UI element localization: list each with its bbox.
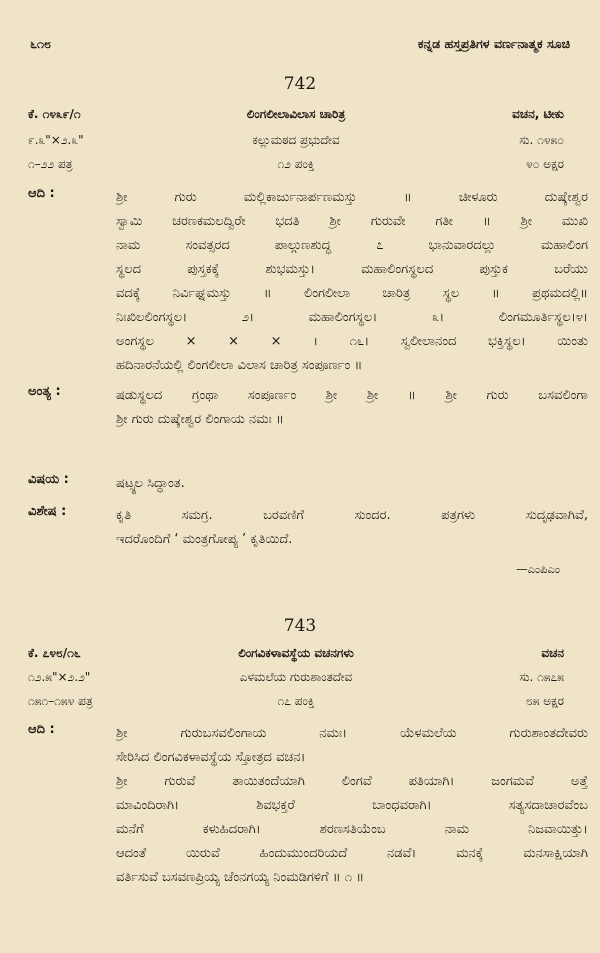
text-line: ನಾಮ ಸಂವತ್ಸರದ ಪಾಲ್ಗುಣಶುದ್ಧ ೭ ಭಾನುವಾರದಲ್ಲು ಮಹಾಲಿಂಗ [116,238,588,253]
text-line: ಕೃತಿ ಸಮಗ್ರ. ಬರವಣಿಗೆ ಸುಂದರ. ಪತ್ರಗಳು ಸುದೃಢವಾಗಿವೆ, [116,508,588,523]
book-title: ಕನ್ನಡ ಹಸ್ತಪ್ರತಿಗಳ ವರ್ಣನಾತ್ಮಕ ಸೂಚಿ [417,36,570,51]
text-line: ಮನೆಗೆ ಕಳುಹಿದರಾಗಿ। ಶರಣಸತಿಯೆಂಬ ನಾಮ ನಿಜವಾಯಿತ್ತು। [116,822,588,837]
text-line: ಮಾವಿಂದಿರಾಗಿ। ಶಿವಭಕ್ತರೆ ಬಾಂಧವರಾಗಿ। ಸತ್ಯಸದಾಚಾರವೆಂಬ [116,798,588,813]
letters-per-line: ೪೦ ಅಕ್ಷರ [525,157,564,171]
cataloguer-signature: —ಎಂಪಿಎಂ [516,562,560,576]
meta-row [28,646,564,664]
meta-row [28,157,564,175]
field-label: ಅಂತ್ಯ : [28,384,61,399]
lines-per-page: ೧೨ ಪಂಕ್ತಿ [277,157,315,171]
text-line: ಅಂಗಸ್ಥಲ × × × । ೧೬। ಸ್ವಲೀಲಾನಂದ ಭಕ್ತಿಸ್ಥಲ। ಯಿಂತು [116,334,588,349]
author: ಎಳಮಲೆಯ ಗುರುಶಾಂತದೇವ [239,670,353,684]
lines-per-page: ೧೭ ಪಂಕ್ತಿ [277,694,315,708]
text-line: ಷಡುಸ್ಥಲದ ಗ್ರಂಥಾ ಸಂಪೂರ್ಣಂ ಶ್ರೀ ಶ್ರೀ ॥ ಶ್ರೀ ಗುರು ಬಸವಲಿಂಗಾ [116,388,588,403]
entry-number: 743 [283,616,317,636]
field-label: ಆದಿ : [28,186,55,201]
text-line: ಶ್ರೀ ಗುರು ದುಷ್ಕೇಶ್ವರ ಲಿಂಗಾಯ ನಮಃ ॥ [116,412,284,427]
work-title: ಲಿಂಗವಿಕಳಾವಸ್ಥೆಯ ವಚನಗಳು [238,646,354,660]
field-text [116,384,588,432]
dimensions: ೧೨.೫"×೨.೨" [28,670,91,684]
genre: ವಚನ, ಟೀಕು [512,107,564,121]
text-line: ಶ್ರೀ ಗುರುಬಸವಲಿಂಗಾಯ ನಮಃ। ಯೆಳಮಲೆಯ ಗುರುಶಾಂತದೇವರು [116,726,588,741]
dimensions: ೯.೩"×೨.೩" [28,133,84,147]
text-line: ಸ್ವಾಮಿ ಚರಣಕಮಲದ್ವಿರೇ ಭದತಿ ಶ್ರೀ ಗುರುವೇ ಗತೀ ॥ ಶ್ರೀ ಮುಖಿ [116,214,588,229]
running-head [30,36,570,54]
field-text [116,722,588,890]
folios: ೧೫೧–೧೫೪ ಪತ್ರ [28,694,93,708]
meta-row [28,694,564,712]
text-line: ಷಟ್ಸ್ಥಲ ಸಿದ್ಧಾಂತ. [116,476,185,491]
meta-row [28,670,564,688]
date: ಸು. ೧೫೭೫ [519,670,564,684]
text-line: ಶ್ರೀ ಗುರು ಮಲ್ಲಿಕಾರ್ಜುನಾರ್ಪಣಮಸ್ತು ॥ ಚೀಳೂರು ದುಷ್ಕೇಶ್ವರ [116,190,588,205]
catalogue-number: ಕೆ. ೭೪೮/೧೬ [28,646,81,660]
letters-per-line: ೮೫ ಅಕ್ಷರ [525,694,564,708]
text-line: ನಿಃಖಿಲಲಿಂಗಸ್ಥಲ। ೨। ಮಹಾಲಿಂಗಸ್ಥಲ। ೩। ಲಿಂಗಮೂರ್ತಿಸ್ಥಲ।೪। [116,310,588,325]
date: ಸು. ೧೪೫೦ [519,133,564,147]
meta-row [28,107,564,125]
text-line: ಹದಿನಾರನೆಯಲ್ಲಿ ಲಿಂಗಲೀಲಾ ವಿಲಾಸ ಚಾರಿತ್ರ ಸಂಪೂರ್ಣಂ ॥ [116,358,363,373]
field-text [116,504,588,552]
field-text [116,472,588,496]
page-number: ೬೧೮ [30,36,52,51]
field-label: ವಿಶೇಷ : [28,504,67,519]
meta-row [28,133,564,151]
genre: ವಚನ [541,646,564,660]
entry-number: 742 [283,74,317,94]
field-text [116,186,588,378]
catalogue-number: ಕೆ. ೧೪೩೯/೧ [28,107,81,121]
text-line: ಆದಂತೆ ಯಿರುವೆ ಹಿಂದುಮುಂದರಿಯದೆ ನಡವೆ। ಮನಕ್ಕೆ ಮನಸಾಕ್ಷಿಯಾಗಿ [116,846,588,861]
folios: ೧–೨೨ ಪತ್ರ [28,157,73,171]
field-label: ವಿಷಯ : [28,472,69,487]
text-line: ವದಕ್ಕೆ ನಿರ್ವಿಘ್ನಮಸ್ತು ॥ ಲಿಂಗಲೀಲಾ ಚಾರಿತ್ರ ಸ್ಥಲ ॥ ಪ್ರಥಮದಲ್ಲಿ॥ [116,286,588,301]
author: ಕಲ್ಲುಮಠದ ಪ್ರಭುದೇವ [252,133,340,147]
text-line: ಸ್ಥಲದ ಪುಸ್ತಕಕ್ಕೆ ಶುಭಮಸ್ತು। ಮಹಾಲಿಂಗಸ್ಥಲದ ಪುಸ್ತುಕ ಬರೆಯು [116,262,588,277]
text-line: ಶ್ರೀ ಗುರುವೆ ತಾಯಿತಂದೆಯಾಗಿ ಲಿಂಗವೆ ಪತಿಯಾಗಿ। ಜಂಗಮವೆ ಅತ್ತೆ [116,774,588,789]
work-title: ಲಿಂಗಲೀಲಾವಿಲಾಸ ಚಾರಿತ್ರ [246,107,346,121]
text-line: ಸೇರಿಸಿದ ಲಿಂಗವಿಕಳಾವಸ್ಥೆಯ ಸ್ತೋತ್ರದ ವಚನ। [116,750,306,765]
text-line: ವರ್ತಿಸುವೆ ಬಸವಣಪ್ರಿಯ್ಯ ಚೆಂನಗಯ್ಯ ನಿಂಮಡಿಗಳಿಗೆ ॥ ೧ ॥ [116,870,365,885]
field-label: ಆದಿ : [28,722,55,737]
text-line: ಇದರೊಂದಿಗೆ ‘ ಮಂತ್ರಗೋಪ್ಯ ’ ಕೃತಿಯಿದೆ. [116,532,293,547]
